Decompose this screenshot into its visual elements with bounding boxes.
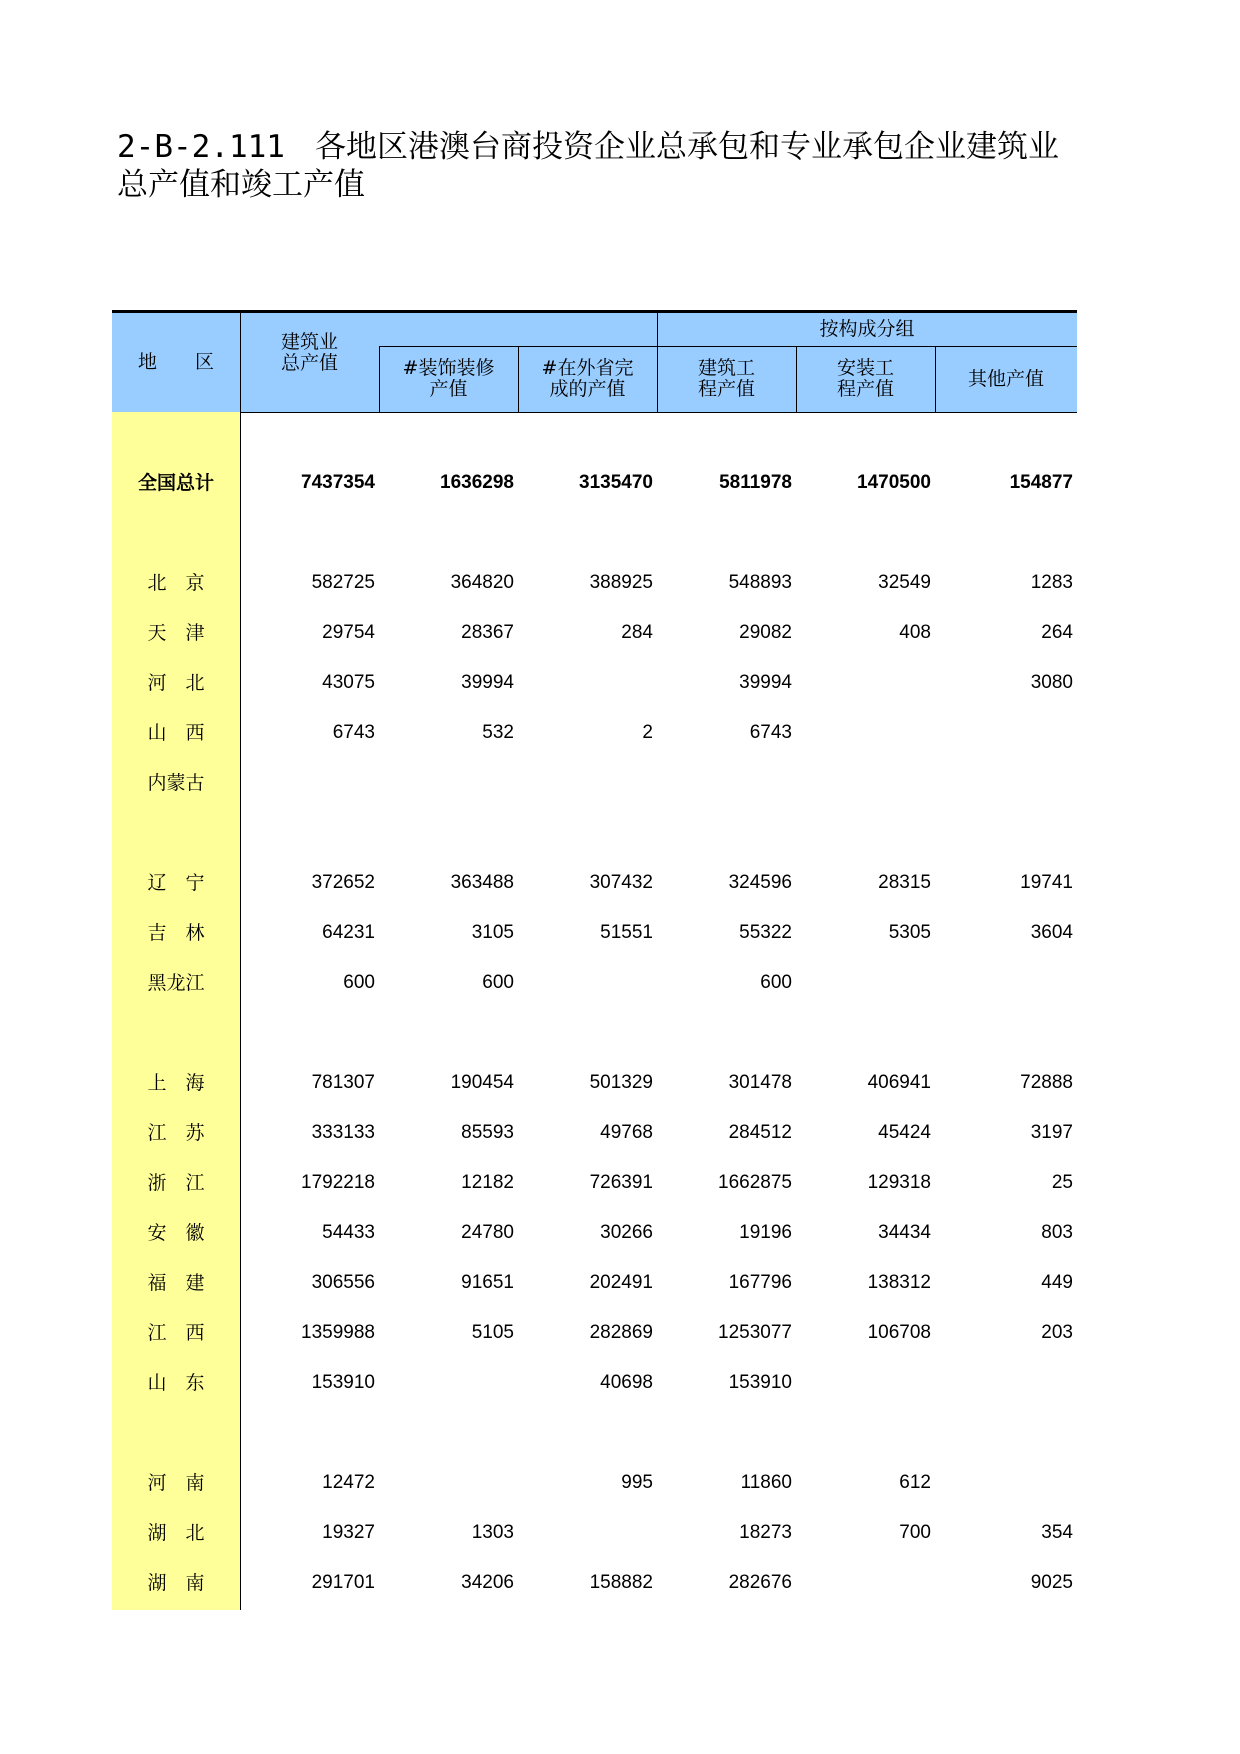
region-name: 福 建 [147,1272,205,1294]
decoration-cell: 1636298 [440,472,514,493]
region-name: 江 西 [147,1322,205,1344]
table-row [112,608,1077,658]
region-name: 吉 林 [147,922,205,944]
installation-cell: 32549 [878,572,931,593]
other-province-cell: 388925 [589,572,653,593]
installation-cell [796,658,935,708]
region-name: 内蒙古 [147,772,205,794]
construction-cell: 6743 [749,722,792,743]
table-row [112,958,1077,1008]
other-output-cell [935,1358,1077,1408]
installation-cell [796,708,935,758]
header-installation: 安装工 程产值 [836,357,894,400]
installation-cell: 406941 [867,1072,931,1093]
installation-cell: 612 [899,1472,931,1493]
header-other-province: #在外省完 成的产值 [541,357,634,400]
total-output-cell: 582725 [311,572,375,593]
region-name: 辽 宁 [147,872,205,894]
header-group: 按构成分组 [819,318,915,340]
other-province-cell: 3135470 [579,472,653,493]
construction-cell: 324596 [728,872,792,893]
region-name: 河 北 [147,672,205,694]
table-row [112,858,1077,908]
other-output-cell: 25 [1051,1172,1073,1193]
other-output-cell: 354 [1041,1522,1073,1543]
table-row [112,1558,1077,1608]
decoration-cell: 5105 [471,1322,514,1343]
region-name: 河 南 [147,1472,205,1494]
construction-cell: 282676 [728,1572,792,1593]
title-text: 各地区港澳台商投资企业总承包和专业承包企业建筑业总产值和竣工产值 [117,129,1059,203]
total-output-cell: 372652 [311,872,375,893]
other-output-cell: 803 [1041,1222,1073,1243]
header-other: 其他产值 [967,367,1044,390]
region-name: 浙 江 [147,1172,205,1194]
total-output-cell: 43075 [322,672,375,693]
decoration-cell: 28367 [461,622,514,643]
region-name: 山 西 [147,722,205,744]
decoration-cell: 91651 [461,1272,514,1293]
other-province-cell: 995 [621,1472,653,1493]
table-row [112,1108,1077,1158]
region-name: 湖 北 [147,1522,205,1544]
other-province-cell: 49768 [600,1122,653,1143]
other-output-cell: 154877 [1009,472,1073,493]
installation-cell: 138312 [867,1272,931,1293]
other-province-cell: 51551 [600,922,653,943]
construction-cell: 301478 [728,1072,792,1093]
total-output-cell: 333133 [311,1122,375,1143]
construction-cell: 5811978 [719,472,792,493]
installation-cell: 106708 [867,1322,931,1343]
installation-cell: 408 [899,622,931,643]
installation-cell: 5305 [888,922,931,943]
other-province-cell [518,758,657,808]
data-table [112,310,1077,1610]
total-output-cell: 54433 [322,1222,375,1243]
other-province-cell [518,1508,657,1558]
header-bottom-border [112,412,1077,413]
region-name: 天 津 [147,622,205,644]
total-output-cell: 600 [343,972,375,993]
construction-cell: 1253077 [718,1322,792,1343]
installation-cell [796,1558,935,1608]
table-row [112,1208,1077,1258]
region-name: 上 海 [147,1072,205,1094]
other-output-cell: 9025 [1030,1572,1073,1593]
total-output-cell: 6743 [332,722,375,743]
decoration-cell: 532 [482,722,514,743]
other-province-cell: 158882 [589,1572,653,1593]
construction-cell: 18273 [739,1522,792,1543]
total-output-cell: 1792218 [301,1172,375,1193]
table-row [112,658,1077,708]
table-row [112,1358,1077,1408]
other-output-cell: 3197 [1030,1122,1073,1143]
construction-cell: 153910 [728,1372,792,1393]
other-output-cell [935,758,1077,808]
total-output-cell: 7437354 [301,472,375,493]
construction-cell: 167796 [728,1272,792,1293]
decoration-cell [379,1458,518,1508]
table-row [112,1508,1077,1558]
total-output-cell: 29754 [322,622,375,643]
other-province-cell: 30266 [600,1222,653,1243]
total-output-cell: 64231 [322,922,375,943]
installation-cell: 700 [899,1522,931,1543]
construction-cell: 1662875 [718,1172,792,1193]
region-name: 安 徽 [147,1222,205,1244]
decoration-cell: 600 [482,972,514,993]
region-name: 山 东 [147,1372,205,1394]
other-province-cell [518,658,657,708]
decoration-cell: 34206 [461,1572,514,1593]
other-province-cell: 307432 [589,872,653,893]
installation-cell: 129318 [867,1172,931,1193]
total-output-cell: 19327 [322,1522,375,1543]
decoration-cell [379,1358,518,1408]
other-output-cell: 3080 [1030,672,1073,693]
other-output-cell [935,958,1077,1008]
decoration-cell: 85593 [461,1122,514,1143]
installation-cell [796,958,935,1008]
header-construction: 建筑工 程产值 [697,357,755,400]
decoration-cell: 24780 [461,1222,514,1243]
other-province-cell: 284 [621,622,653,643]
other-output-cell: 72888 [1020,1072,1073,1093]
table-row [112,1058,1077,1108]
header-decoration: #装饰装修 产值 [402,357,495,400]
other-output-cell: 203 [1041,1322,1073,1343]
other-province-cell: 202491 [589,1272,653,1293]
table-row [112,1158,1077,1208]
other-province-cell [518,958,657,1008]
construction-cell: 29082 [739,622,792,643]
other-output-cell [935,708,1077,758]
decoration-cell: 12182 [461,1172,514,1193]
other-output-cell: 449 [1041,1272,1073,1293]
table-row [112,1308,1077,1358]
region-name: 黑龙江 [147,972,205,994]
other-province-cell: 726391 [589,1172,653,1193]
decoration-cell: 363488 [450,872,514,893]
installation-cell: 28315 [878,872,931,893]
decoration-cell [379,758,518,808]
installation-cell [796,758,935,808]
other-output-cell: 1283 [1030,572,1073,593]
construction-cell: 11860 [740,1472,792,1493]
other-province-cell: 2 [642,722,653,743]
decoration-cell: 3105 [471,922,514,943]
region-name: 湖 南 [147,1572,205,1594]
construction-cell: 284512 [728,1122,792,1143]
other-province-cell: 501329 [589,1072,653,1093]
region-name: 北 京 [147,572,205,594]
other-province-cell: 40698 [600,1372,653,1393]
installation-cell: 45424 [878,1122,931,1143]
total-output-cell: 153910 [311,1372,375,1393]
table-row [112,758,1077,808]
other-output-cell: 19741 [1020,872,1073,893]
table-row [112,708,1077,758]
table-row [112,1458,1077,1508]
header-total-output: 建筑业 总产值 [280,331,338,374]
installation-cell: 1470500 [857,472,931,493]
table-row [112,458,1077,508]
decoration-cell: 1303 [471,1522,514,1543]
total-output-cell: 291701 [311,1572,375,1593]
other-output-cell: 264 [1041,622,1073,643]
decoration-cell: 190454 [450,1072,514,1093]
construction-cell: 55322 [739,922,792,943]
table-code: 2-B-2.111 [117,129,285,165]
installation-cell [796,1358,935,1408]
other-output-cell: 3604 [1030,922,1073,943]
installation-cell: 34434 [878,1222,931,1243]
table-row [112,558,1077,608]
region-name: 全国总计 [137,472,214,494]
construction-cell: 548893 [728,572,792,593]
header-region: 地 区 [137,351,214,373]
page-title [117,128,1077,208]
total-output-cell: 781307 [311,1072,375,1093]
decoration-cell: 364820 [450,572,514,593]
construction-cell: 19196 [739,1222,792,1243]
total-output-cell: 12472 [322,1472,375,1493]
construction-cell: 39994 [739,672,792,693]
construction-cell: 600 [760,972,792,993]
other-output-cell [935,1458,1077,1508]
table-row [112,1258,1077,1308]
decoration-cell: 39994 [461,672,514,693]
total-output-cell: 1359988 [301,1322,375,1343]
total-output-cell: 306556 [311,1272,375,1293]
region-name: 江 苏 [147,1122,205,1144]
table-row [112,908,1077,958]
construction-cell [657,758,796,808]
total-output-cell [240,758,379,808]
other-province-cell: 282869 [589,1322,653,1343]
